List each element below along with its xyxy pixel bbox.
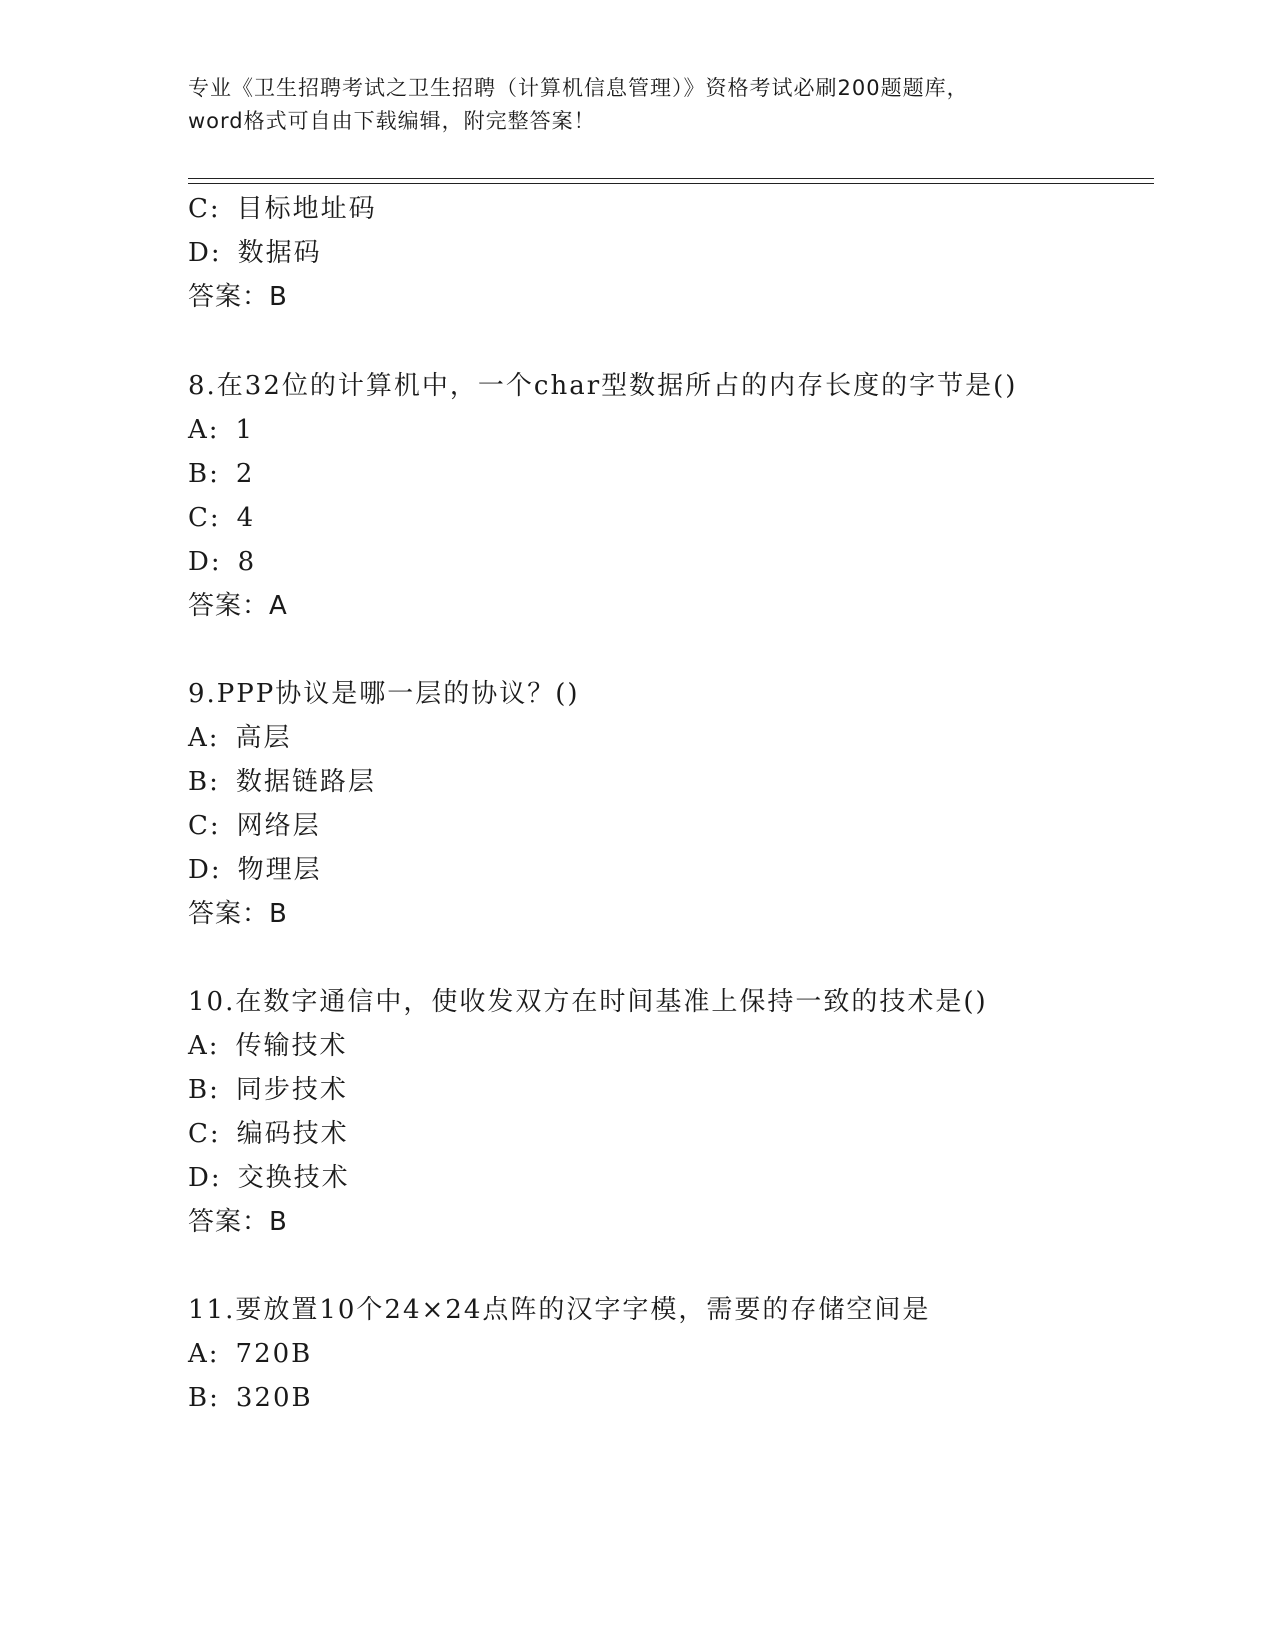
option-a	[188, 413, 254, 447]
option-text: 物理层	[237, 855, 322, 885]
option-text: 2	[235, 459, 255, 489]
option-letter: B:	[188, 767, 220, 797]
option-letter: C:	[188, 194, 221, 224]
option-letter: D:	[188, 855, 222, 885]
option-text: 编码技术	[236, 1119, 349, 1149]
option-d	[188, 236, 322, 270]
option-letter: A:	[188, 415, 220, 445]
option-c	[188, 192, 377, 226]
option-text: 传输技术	[235, 1031, 348, 1061]
option-letter: C:	[188, 1119, 221, 1149]
option-text: 320B	[235, 1383, 313, 1413]
option-d	[188, 545, 256, 579]
option-a	[188, 721, 292, 755]
option-letter: A:	[188, 723, 220, 753]
option-text: 网络层	[236, 811, 321, 841]
option-letter: B:	[188, 1075, 220, 1105]
option-text: 8	[237, 547, 257, 577]
document-header	[188, 72, 1088, 138]
option-b	[188, 765, 376, 799]
option-letter: D:	[188, 547, 222, 577]
answer-line: 答案：B	[188, 899, 288, 929]
option-text: 720B	[235, 1339, 313, 1369]
option-letter: D:	[188, 1163, 222, 1193]
option-c	[188, 1117, 349, 1151]
option-text: 4	[236, 503, 256, 533]
option-b	[188, 1073, 348, 1107]
header-divider-top	[188, 178, 1154, 179]
option-d	[188, 1161, 350, 1195]
option-d	[188, 853, 322, 887]
option-b	[188, 1381, 313, 1415]
header-line-2: word格式可自由下载编辑，附完整答案！	[188, 109, 596, 133]
option-letter: A:	[188, 1339, 220, 1369]
option-text: 1	[235, 415, 255, 445]
option-text: 数据链路层	[235, 767, 376, 797]
option-letter: D:	[188, 238, 222, 268]
option-text: 同步技术	[235, 1075, 348, 1105]
option-text: 数据码	[237, 238, 322, 268]
question-stem: 11.要放置10个24×24点阵的汉字字模，需要的存储空间是	[188, 1295, 931, 1325]
header-divider-bottom	[188, 183, 1154, 184]
option-c	[188, 501, 255, 535]
answer-line: 答案：A	[188, 591, 288, 621]
option-b	[188, 457, 254, 491]
option-letter: A:	[188, 1031, 220, 1061]
option-letter: B:	[188, 1383, 220, 1413]
answer-line: 答案：B	[188, 282, 288, 312]
question-stem: 8.在32位的计算机中，一个char型数据所占的内存长度的字节是()	[188, 371, 1018, 401]
option-c	[188, 809, 321, 843]
header-line-1: 专业《卫生招聘考试之卫生招聘（计算机信息管理）》资格考试必刷200题题库，	[188, 76, 969, 100]
question-stem: 10.在数字通信中，使收发双方在时间基准上保持一致的技术是()	[188, 987, 988, 1017]
option-letter: C:	[188, 503, 221, 533]
answer-line: 答案：B	[188, 1207, 288, 1237]
option-text: 高层	[235, 723, 292, 753]
question-stem: 9.PPP协议是哪一层的协议？()	[188, 679, 580, 709]
option-letter: C:	[188, 811, 221, 841]
option-text: 交换技术	[237, 1163, 350, 1193]
option-a	[188, 1029, 348, 1063]
option-text: 目标地址码	[236, 194, 377, 224]
option-letter: B:	[188, 459, 220, 489]
option-a	[188, 1337, 312, 1371]
